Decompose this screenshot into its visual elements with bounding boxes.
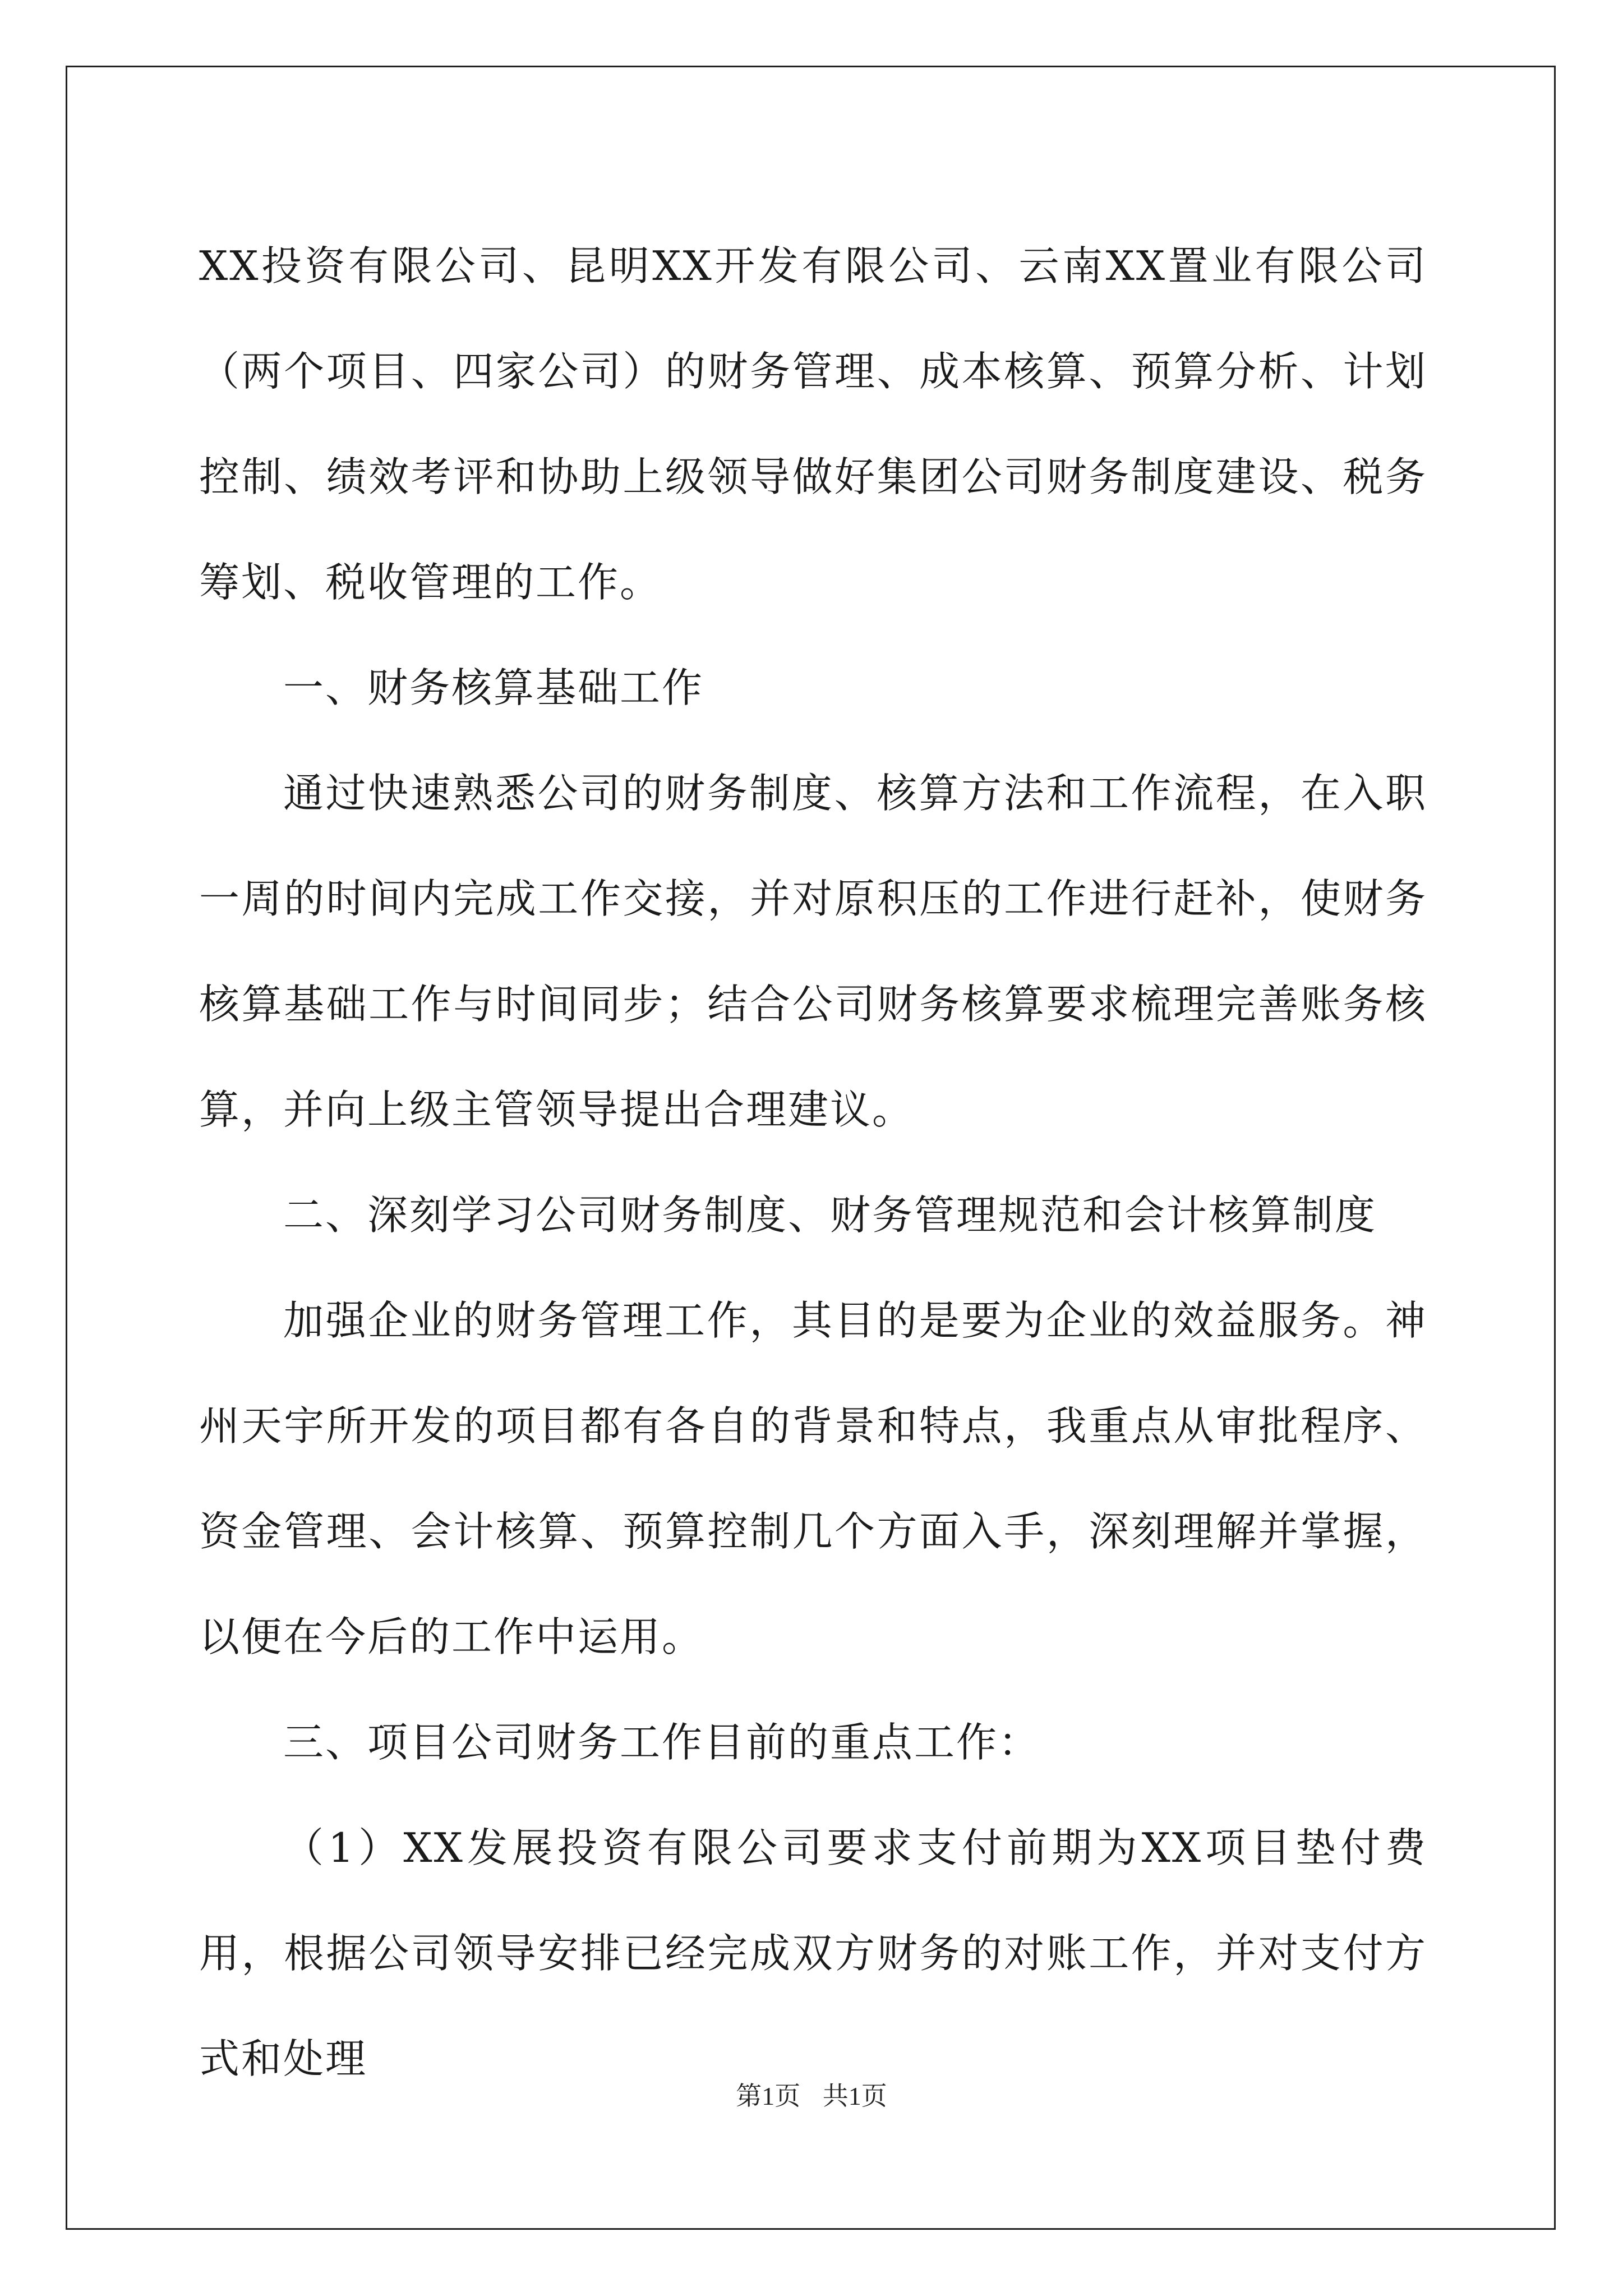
paragraph-section-2: 加强企业的财务管理工作，其目的是要为企业的效益服务。神州天宇所开发的项目都有各自的背景和特点，我重点从审批程序、资金管理、会计核算、预算控制几个方面入手，深刻理解并掌握，以便在今后的工作中运用。	[199, 1297, 1427, 1660]
heading-section-1: 一、财务核算基础工作	[283, 664, 704, 711]
page-number: 第1页	[736, 2082, 801, 2110]
paragraph-intro: XX投资有限公司、昆明XX开发有限公司、云南XX置业有限公司（两个项目、四家公司）的财务管理、成本核算、预算分析、计划控制、绩效考评和协助上级领导做好集团公司财务制度建设、税务筹划、税收管理的工作。	[199, 242, 1427, 606]
page-footer	[0, 2076, 1623, 2113]
paragraph-section-3-item-1: （1）XX发展投资有限公司要求支付前期为XX项目垫付费用，根据公司领导安排已经完成双方财务的对账工作，并对支付方式和处理	[199, 1824, 1427, 2082]
paragraph-section-1: 通过快速熟悉公司的财务制度、核算方法和工作流程，在入职一周的时间内完成工作交接，并对原积压的工作进行赶补，使财务核算基础工作与时间同步；结合公司财务核算要求梳理完善账务核算，并向上级主管领导提出合理建议。	[199, 770, 1427, 1133]
heading-section-3: 三、项目公司财务工作目前的重点工作：	[283, 1719, 1041, 1766]
heading-section-2: 二、深刻学习公司财务制度、财务管理规范和会计核算制度	[283, 1191, 1377, 1239]
page-total: 共1页	[822, 2082, 887, 2110]
document-body	[199, 213, 1427, 2111]
